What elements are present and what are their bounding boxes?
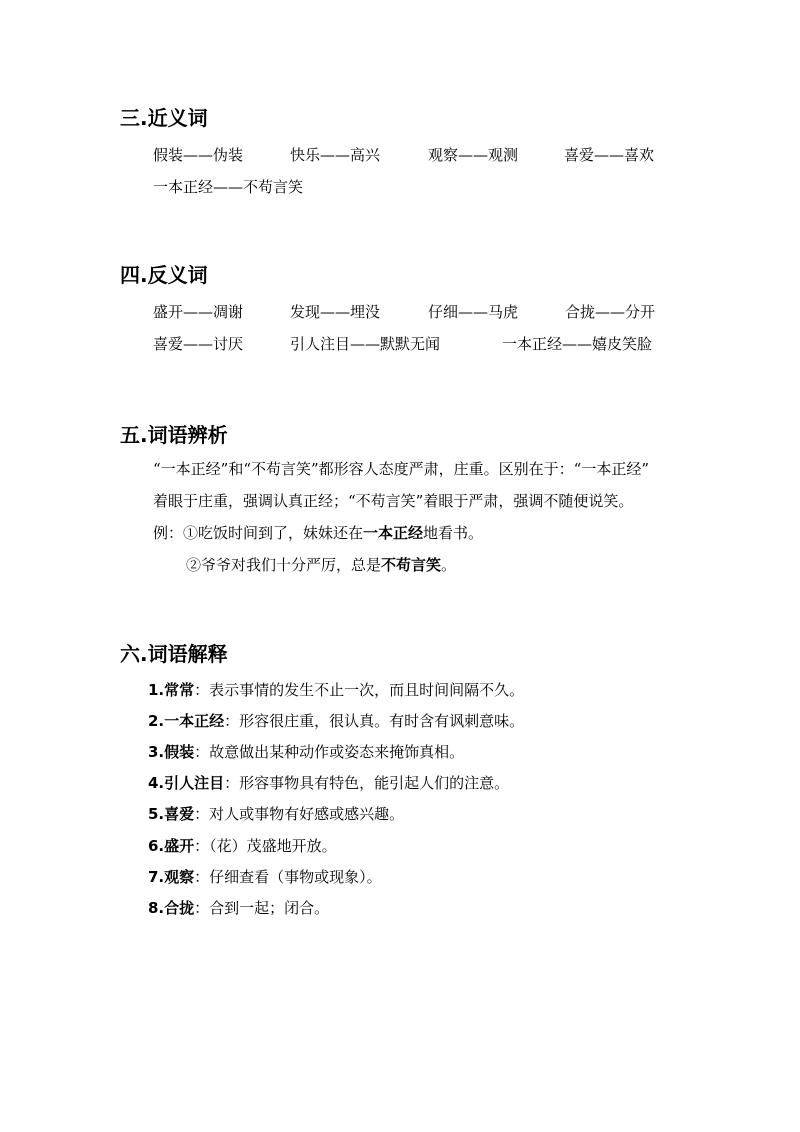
analysis-paragraph-line: 着眼于庄重，强调认真正经；“不苟言笑”着眼于严肃，强调不随便说笑。 xyxy=(153,492,634,510)
antonym-pair: 引人注目——默默无闻 xyxy=(290,335,441,353)
definition-item xyxy=(148,742,464,762)
antonym-pair: 盛开——凋谢 xyxy=(153,303,244,321)
section-title-word-definitions: 六.词语解释 xyxy=(120,642,228,666)
definition-text: ：故意做出某种动作或姿态来掩饰真相。 xyxy=(194,743,465,761)
definition-item xyxy=(148,836,337,856)
synonym-pair: 喜爱——喜欢 xyxy=(564,146,655,164)
section-title-antonyms: 四.反义词 xyxy=(120,263,208,287)
synonym-pair: 快乐——高兴 xyxy=(290,146,381,164)
synonym-pair: 观察——观测 xyxy=(428,146,519,164)
definition-term: 5.喜爱 xyxy=(148,805,195,823)
definition-item xyxy=(148,867,382,887)
definition-item xyxy=(148,898,329,918)
definition-item xyxy=(148,680,524,700)
definition-term: 7.观察 xyxy=(148,868,195,886)
section-title-synonyms: 三.近义词 xyxy=(120,106,208,130)
example-sentence-1 xyxy=(153,523,483,543)
antonym-pair: 发现——埋没 xyxy=(290,303,381,321)
example-text: 例：①吃饭时间到了，妹妹还在 xyxy=(153,524,364,542)
definition-term: 6.盛开 xyxy=(148,837,195,855)
definition-item xyxy=(148,804,404,824)
definition-term: 4.引人注目 xyxy=(148,774,225,792)
definition-text: ：合到一起；闭合。 xyxy=(194,899,330,917)
antonym-pair: 合拢——分开 xyxy=(565,303,656,321)
definition-text: ：形容很庄重，很认真。有时含有讽刺意味。 xyxy=(224,712,525,730)
synonym-pair: 假装——伪装 xyxy=(153,146,244,164)
definition-text: ：形容事物具有特色，能引起人们的注意。 xyxy=(224,774,510,792)
definition-term: 8.合拢 xyxy=(148,899,195,917)
antonym-pair: 仔细——马虎 xyxy=(428,303,519,321)
example-keyword: 不苟言笑 xyxy=(381,556,442,574)
synonym-pair: 一本正经——不苟言笑 xyxy=(153,178,304,196)
example-text: 地看书。 xyxy=(423,524,484,542)
section-title-word-analysis: 五.词语辨析 xyxy=(120,423,228,447)
definition-item xyxy=(148,711,524,731)
example-text: 。 xyxy=(441,556,457,574)
antonym-pair: 喜爱——讨厌 xyxy=(153,335,244,353)
analysis-paragraph-line: “一本正经”和“不苟言笑”都形容人态度严肃，庄重。区别在于：“一本正经” xyxy=(153,460,650,478)
definition-text: ：仔细查看（事物或现象）。 xyxy=(194,868,382,886)
example-sentence-2 xyxy=(186,555,456,575)
definition-item xyxy=(148,773,509,793)
example-text: ②爷爷对我们十分严厉，总是 xyxy=(186,556,382,574)
definition-text: ：对人或事物有好感或感兴趣。 xyxy=(194,805,405,823)
definition-term: 2.一本正经 xyxy=(148,712,225,730)
example-keyword: 一本正经 xyxy=(363,524,424,542)
definition-term: 3.假装 xyxy=(148,743,195,761)
definition-text: ：表示事情的发生不止一次，而且时间间隔不久。 xyxy=(194,681,525,699)
definition-term: 1.常常 xyxy=(148,681,195,699)
antonym-pair: 一本正经——嬉皮笑脸 xyxy=(502,335,653,353)
definition-text: ：（花）茂盛地开放。 xyxy=(194,837,337,855)
